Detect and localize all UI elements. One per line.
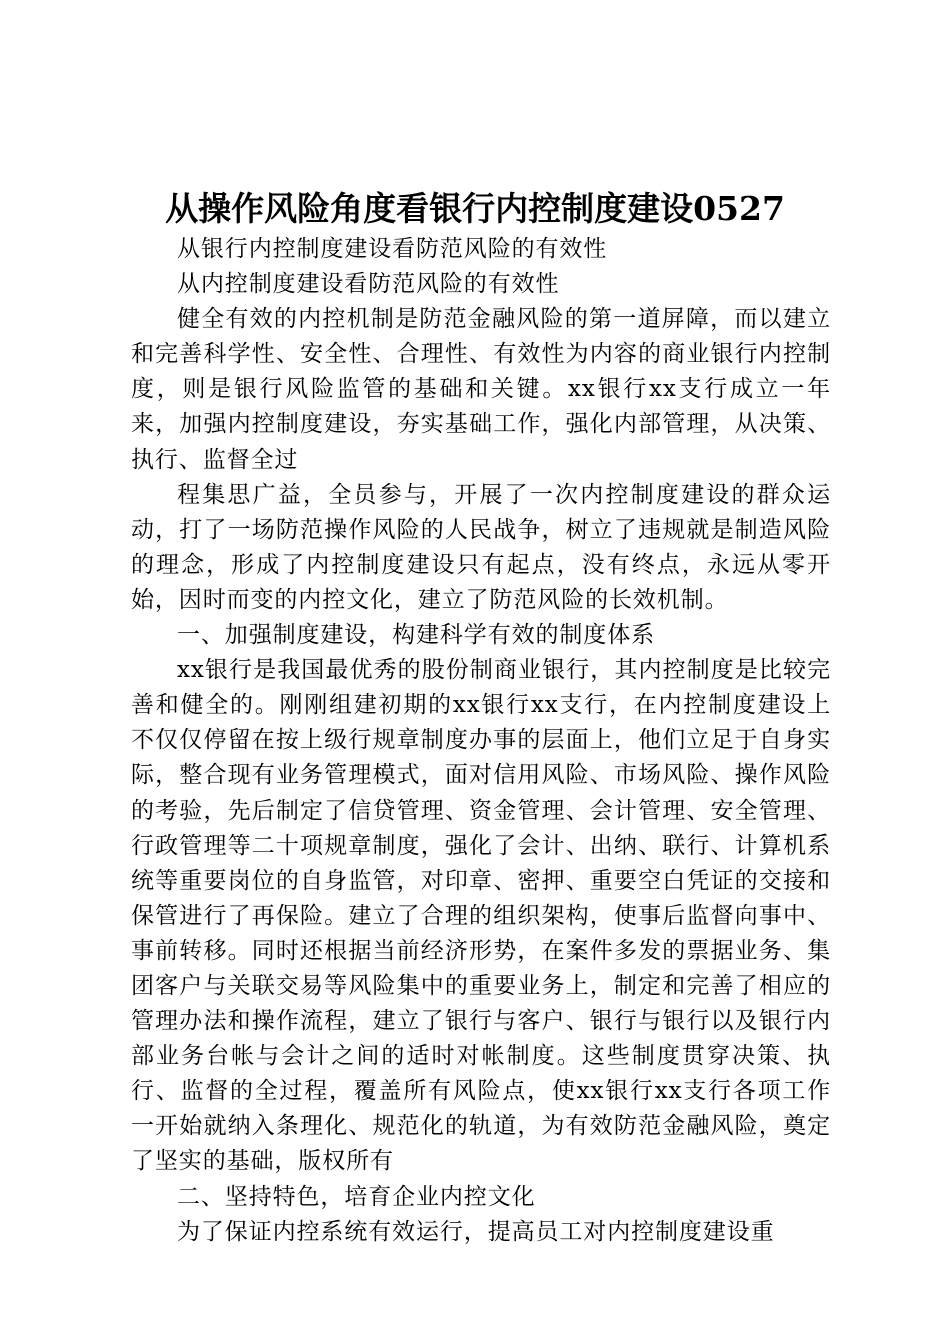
document-body (131, 232, 831, 1250)
paragraph-intro-continued: 程集思广益，全员参与，开展了一次内控制度建设的群众运动，打了一场防范操作风险的人民战争，树立了违规就是制造风险的理念，形成了内控制度建设只有起点，没有终点，永远从零开始，因时而变的内控文化，建立了防范风险的长效机制。 (131, 481, 831, 613)
paragraph-intro: 健全有效的内控机制是防范金融风险的第一道屏障，而以建立和完善科学性、安全性、合理性、有效性为内容的商业银行内控制度，则是银行风险监管的基础和关键。xx银行xx支行成立一年来，加强内控制度建设，夯实基础工作，强化内部管理，从决策、执行、监督全过 (131, 306, 831, 473)
document-title: 从操作风险角度看银行内控制度建设0527 (165, 189, 785, 228)
paragraph-subtitle-1: 从银行内控制度建设看防范风险的有效性 (177, 236, 608, 262)
paragraph-section-1: xx银行是我国最优秀的股份制商业银行，其内控制度是比较完善和健全的。刚刚组建初期的xx银行xx支行，在内控制度建设上不仅仅停留在按上级行规章制度办事的层面上，他们立足于自身实际，整合现有业务管理模式，面对信用风险、市场风险、操作风险的考验，先后制定了信贷管理、资金管理、会计管理、安全管理、行政管理等二十项规章制度，强化了会计、出纳、联行、计算机系统等重要岗位的自身监管，对印章、密押、重要空白凭证的交接和保管进行了再保险。建立了合理的组织架构，使事后监督向事中、事前转移。同时还根据当前经济形势，在案件多发的票据业务、集团客户与关联交易等风险集中的重要业务上，制定和完善了相应的管理办法和操作流程，建立了银行与客户、银行与银行以及银行内部业务台帐与会计之间的适时对帐制度。这些制度贯穿决策、执行、监督的全过程，覆盖所有风险点，使xx银行xx支行各项工作一开始就纳入条理化、规范化的轨道，为有效防范金融风险，奠定了坚实的基础，版权所有 (131, 657, 831, 1175)
paragraph-subtitle-2: 从内控制度建设看防范风险的有效性 (177, 271, 560, 298)
section-heading-1: 一、加强制度建设，构建科学有效的制度体系 (177, 622, 655, 649)
paragraph-section-2: 为了保证内控系统有效运行，提高员工对内控制度建设重 (177, 1218, 775, 1245)
section-heading-2: 二、坚持特色，培育企业内控文化 (177, 1183, 536, 1210)
